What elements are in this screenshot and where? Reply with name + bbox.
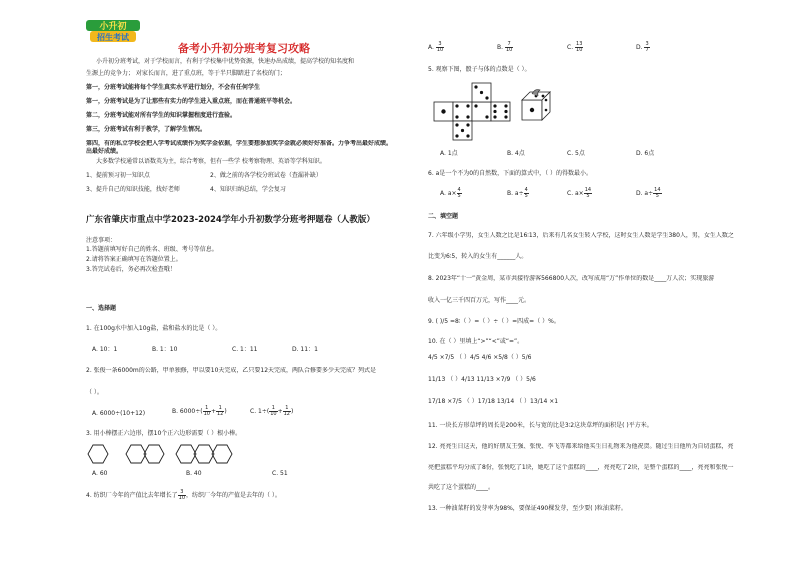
point-2: 第一，分班考试是为了让那些有实力的学生进入重点班，而在普通班平等机会。 bbox=[86, 98, 297, 105]
question-10: 10. 在（ ）里填上“>”“<”或“=”。 bbox=[428, 338, 524, 345]
question-5: 5. 观察下图，骰子与体的点数是（ ）。 bbox=[428, 66, 531, 73]
q1-option-a: A. 10：1 bbox=[92, 346, 118, 353]
question-11: 11. 一块长方形草坪的周长是200米，长与宽的比是3∶2这块草坪的面积是( )平方米。 bbox=[428, 422, 653, 429]
question-8-cont: 收入一亿三千四百万元，写作____元。 bbox=[428, 297, 531, 304]
q4-option-d: D. $\frac{3}{7}$ bbox=[636, 41, 649, 53]
exam-title: 广东省肇庆市重点中学2023-2024学年小升初数学分班考押题卷（人教版） bbox=[86, 215, 375, 225]
question-7: 7. 六年级小学男，女生人数之比是16∶13，后来有几名女生转入学校，这时女生人数是学生380人，男，女生人数之 bbox=[428, 232, 734, 239]
q4-option-a: A. $\frac{3}{10}$ bbox=[428, 41, 444, 53]
q4-option-b: B. $\frac{7}{10}$ bbox=[497, 41, 513, 53]
question-3: 3. 用小棒摆正六边形，摆10个正六边形需要（ ）根小棒。 bbox=[86, 430, 242, 437]
q10-row-2: 11/13 （ ）4/13 11/13 ×7/9 （ ）5/6 bbox=[428, 376, 536, 383]
point-4: 第三，分班考试有利于教学，了解学生情况。 bbox=[86, 126, 207, 133]
section-1-heading: 一、选择题 bbox=[86, 305, 117, 312]
question-2: 2. 张俊一条6000m的公路，甲单独修，甲以要10天完成，乙只要12天完成，两队合修要多少天完成？列式是 bbox=[86, 367, 377, 374]
hexagon-figures bbox=[86, 442, 326, 466]
svg-text:小升初: 小升初 bbox=[99, 22, 127, 32]
intro-line-2: 生源上的竞争力； 对家长而言，进了重点班，等于半只脚踏进了名校的门； bbox=[86, 70, 286, 77]
question-13: 13. 一种油菜籽的发芽率为98%，要保证490棵发芽，至少要( )粒油菜籽。 bbox=[428, 505, 627, 512]
q10-row-3: 17/18 ×7/5 （ ）17/18 13/14 （ ）13/14 ×1 bbox=[428, 398, 559, 405]
tip-2: 2、做之前的各学校分班试卷（查漏补缺） bbox=[210, 172, 322, 179]
dice-cube-figure bbox=[518, 86, 558, 130]
q5-option-d: D. 6点 bbox=[636, 150, 655, 157]
question-12: 12. 亮亮生日这天，他的好朋友王强、张悦、李飞等都来给他买生日礼物来为他祝贺。随过生日他所为自切蛋糕，亮 bbox=[428, 443, 734, 450]
question-2-cont: （ ）。 bbox=[86, 389, 103, 396]
question-4: 4. 纺织厂今年的产值比去年增长了 $\frac{3}{10}$ ，纺织厂今年的产值是去年的（ ）。 bbox=[86, 489, 281, 501]
tip-3: 3、提升自己的知识技能，找好老师 bbox=[86, 186, 180, 193]
question-6: 6. a是一个不为0的自然数，下面的算式中，（ ）的得数最小。 bbox=[428, 170, 593, 177]
point-5: 第四，有的私立学校会把入学考试成绩作为奖学金依据，学生要想参加奖学金就必须好好准备。力争考出最好成绩。 bbox=[86, 140, 393, 147]
point-1: 第一，分班考试能将每个学生真实水平进行划分，不会有任何学生 bbox=[86, 84, 261, 91]
advice-text: 大多数学校通常以语数英为主，综合考察，但有一些学 校考察物理、英语等学科知识。 bbox=[96, 158, 326, 165]
intro-line-1: 小升初分班考试，对于学校而言，有利于学校集中优势资源，快速办出成绩，提高学校的知名度和 bbox=[96, 58, 355, 65]
q5-option-c: C. 5点 bbox=[567, 150, 585, 157]
q4-option-c: C. $\frac{13}{10}$ bbox=[567, 41, 583, 53]
notice-1: 1.答题前填写好自己的姓名、班级、考号等信息。 bbox=[86, 246, 218, 253]
logo bbox=[84, 18, 142, 44]
question-1: 1. 在100g水中加入10g盐，盐和盐水的比是（ ）。 bbox=[86, 325, 222, 332]
question-7-cont: 比变为6∶5，转入的女生有______人。 bbox=[428, 253, 528, 260]
q5-option-b: B. 4点 bbox=[507, 150, 525, 157]
q6-option-b: B. a÷ $\frac{4}{5}$ bbox=[507, 187, 528, 199]
tip-4: 4、知识归纳总结，学会复习 bbox=[210, 186, 286, 193]
tip-1: 1、提前预习初一知识点 bbox=[86, 172, 150, 179]
q3-option-a: A. 60 bbox=[92, 470, 108, 477]
q1-option-c: C. 1：11 bbox=[232, 346, 258, 353]
q10-row-1: 4/5 ×7/5 （ ）4/5 4/6 ×5/8（ ）5/6 bbox=[428, 354, 532, 361]
q2-option-c: C. 1÷( $\frac{1}{10}$ + $\frac{1}{12}$ ) bbox=[250, 405, 294, 417]
question-8: 8. 2023年“十一”黄金周，某市共接待游客566800人次，改写成用“万”作单位的数是____万人次；实现旅游 bbox=[428, 275, 715, 282]
q2-option-a: A. 6000÷(10+12) bbox=[92, 410, 146, 417]
svg-text:招生考试: 招生考试 bbox=[97, 33, 129, 42]
q6-option-c: C. a× $\frac{14}{5}$ bbox=[567, 187, 592, 199]
dice-net-figure bbox=[432, 82, 582, 148]
question-9: 9. ( )/5 =8∶（ ）=（ ）÷（ ）=四成=（ ）%。 bbox=[428, 318, 560, 325]
q1-option-b: B. 1：10 bbox=[152, 346, 178, 353]
point-5-cont: 出最好成绩。 bbox=[86, 148, 123, 155]
notice-2: 2.请将答案正确填写在答题位置上。 bbox=[86, 256, 182, 263]
section-2-heading: 二、填空题 bbox=[428, 213, 459, 220]
q6-option-a: A. a× $\frac{4}{5}$ bbox=[440, 187, 461, 199]
q3-option-c: C. 51 bbox=[272, 470, 288, 477]
point-3: 第二，分班考试能对所有学生的知识掌握程度进行查验。 bbox=[86, 112, 237, 119]
q6-option-d: D. a÷ $\frac{14}{5}$ bbox=[636, 187, 661, 199]
q3-option-b: B. 40 bbox=[186, 470, 202, 477]
promo-title: 备考小升初分班考复习攻略 bbox=[178, 42, 310, 55]
q2-option-b: B. 6000÷( $\frac{1}{10}$ + $\frac{1}{12}$ ) bbox=[172, 405, 227, 417]
question-12-end: 共吃了这个蛋糕的____。 bbox=[428, 484, 495, 491]
notice-title: 注意事项： bbox=[86, 237, 117, 244]
notice-3: 3.答完试卷后，务必再次检查哦！ bbox=[86, 266, 176, 273]
q1-option-d: D. 11：1 bbox=[292, 346, 318, 353]
q5-option-a: A. 1点 bbox=[440, 150, 458, 157]
question-12-cont: 亮把蛋糕平均分成了8份，张悦吃了1块，她吃了这个蛋糕的____，亮亮吃了2块，是整个蛋糕的____，亮亮和张悦一 bbox=[428, 464, 734, 471]
